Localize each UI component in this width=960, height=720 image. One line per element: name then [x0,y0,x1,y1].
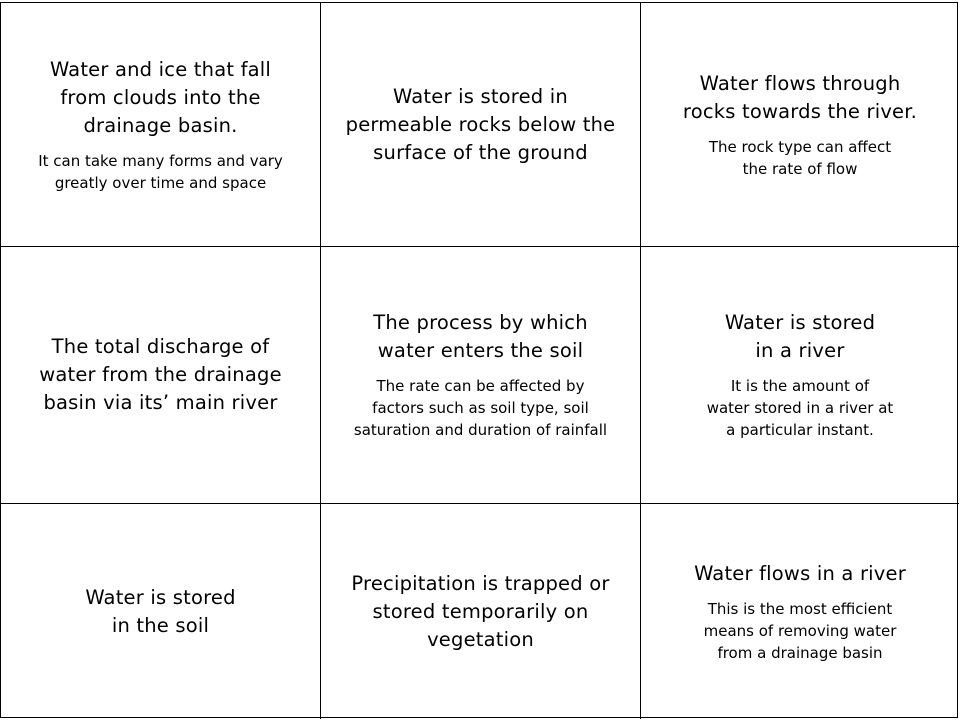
card-r2c2 [321,247,641,504]
card-r2c3 [641,247,959,504]
card-sub-text: It can take many forms and vary greatly over time and space [38,151,283,192]
card-main-text: Water flows through rocks towards the river. [682,71,918,123]
card-r3c2 [321,504,641,719]
card-r3c1 [1,504,321,719]
card-r1c3 [641,3,959,247]
card-r3c3 [641,504,959,719]
card-main-text: The total discharge of water from the drainage basin via its’ main river [39,335,282,414]
card-main-text: The process by which water enters the soil [373,311,588,362]
card-main-text: Water is stored in permeable rocks below the surface of the ground [345,84,616,164]
card-main-text: Water and ice that fall from clouds into the drainage basin. [49,57,272,137]
card-r1c1 [1,3,321,247]
definition-card-grid [0,2,958,718]
card-main-text: Water is stored in a river [724,311,876,362]
card-main-text: Precipitation is trapped or stored temporarily on vegetation [351,571,610,651]
card-r2c1 [1,247,321,504]
card-main-text: Water flows in a river [694,561,906,585]
card-sub-text: The rate can be affected by factors such as soil type, soil saturation and duration of rainfall [353,377,608,439]
card-main-text: Water is stored in the soil [85,585,236,637]
card-sub-text: This is the most efficient means of removing water from a drainage basin [703,599,897,662]
card-r1c2 [321,3,641,247]
card-sub-text: It is the amount of water stored in a river at a particular instant. [706,377,894,439]
card-sub-text: The rock type can affect the rate of flow [708,137,892,178]
